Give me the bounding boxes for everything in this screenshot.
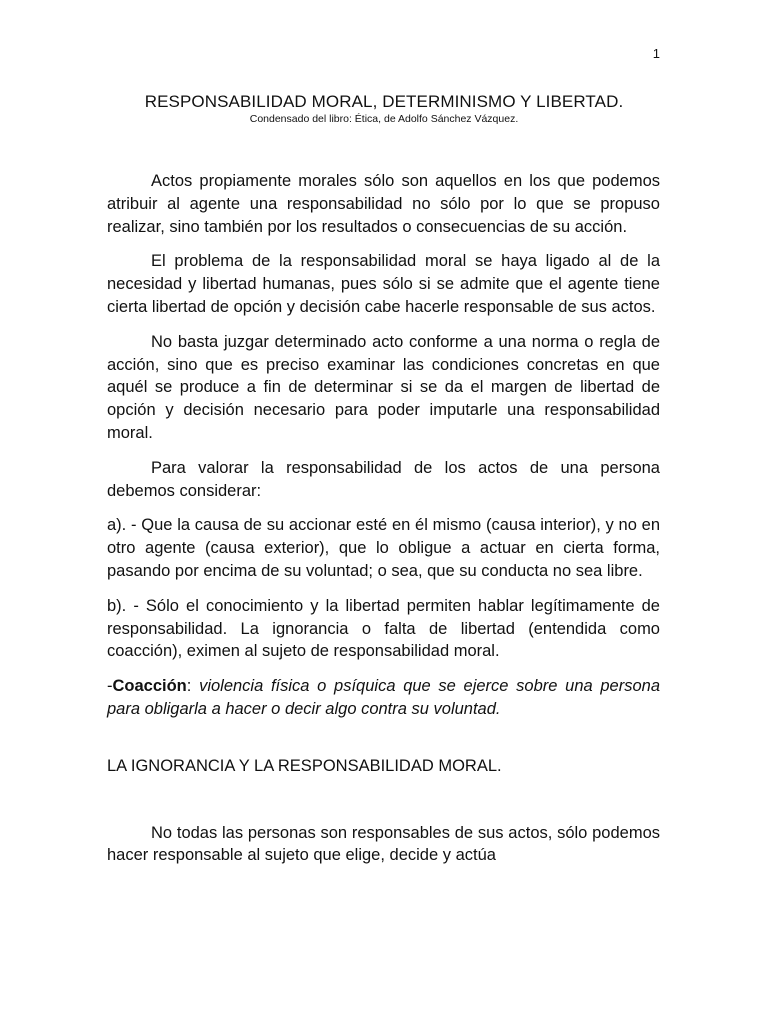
coaccion-term: Coacción (112, 677, 187, 696)
paragraph: Para valorar la responsabilidad de los actos de una persona debemos considerar: (107, 458, 660, 500)
paragraph: No basta juzgar determinado acto conforme a una norma o regla de acción, sino que es preciso examinar las condiciones concretas en que aquél se produce a fin de determinar si se da el margen de libertad de opción y decisión necesario para poder imputarle una responsabilidad moral. (107, 332, 660, 442)
paragraph: El problema de la responsabilidad moral se haya ligado al de la necesidad y libertad humanas, pues sólo si se admite que el agente tiene cierta libertad de opción y decisión cabe hacerle responsable de sus actos. (107, 252, 660, 316)
paragraph: No todas las personas son responsables de sus actos, sólo podemos hacer responsable al sujeto que elige, decide y actúa (107, 823, 660, 865)
list-item-a: a). - Que la causa de su accionar esté en él mismo (causa interior), y no en otro agente (causa exterior), que lo obligue a actuar en cierta forma, pasando por encima de su voluntad; o sea, que su conducta no sea libre. (107, 516, 660, 580)
coaccion-colon: : (186, 677, 200, 696)
document-title: RESPONSABILIDAD MORAL, DETERMINISMO Y LIBERTAD. (144, 92, 624, 111)
list-item-b: b). - Sólo el conocimiento y la libertad permiten hablar legítimamente de responsabilidad. La ignorancia o falta de libertad (entendida como coacción), eximen al sujeto de responsabilidad moral. (107, 596, 660, 661)
coaccion-definition: violencia física o psíquica que se ejerce sobre una persona para obligarla a hacer o decir algo contra su voluntad. (107, 677, 660, 718)
document-body (107, 170, 660, 879)
paragraph: Actos propiamente morales sólo son aquellos en los que podemos atribuir al agente una responsabilidad no sólo por lo que se propuso realizar, sino también por los resultados o consecuencias de su acción. (107, 172, 660, 236)
section-heading: LA IGNORANCIA Y LA RESPONSABILIDAD MORAL. (107, 756, 502, 775)
coaccion-definition-paragraph (107, 675, 660, 721)
document-subtitle: Condensado del libro: Ética, de Adolfo Sánchez Vázquez. (249, 113, 519, 125)
page-number: 1 (652, 46, 660, 61)
coaccion-dash: - (107, 677, 113, 696)
